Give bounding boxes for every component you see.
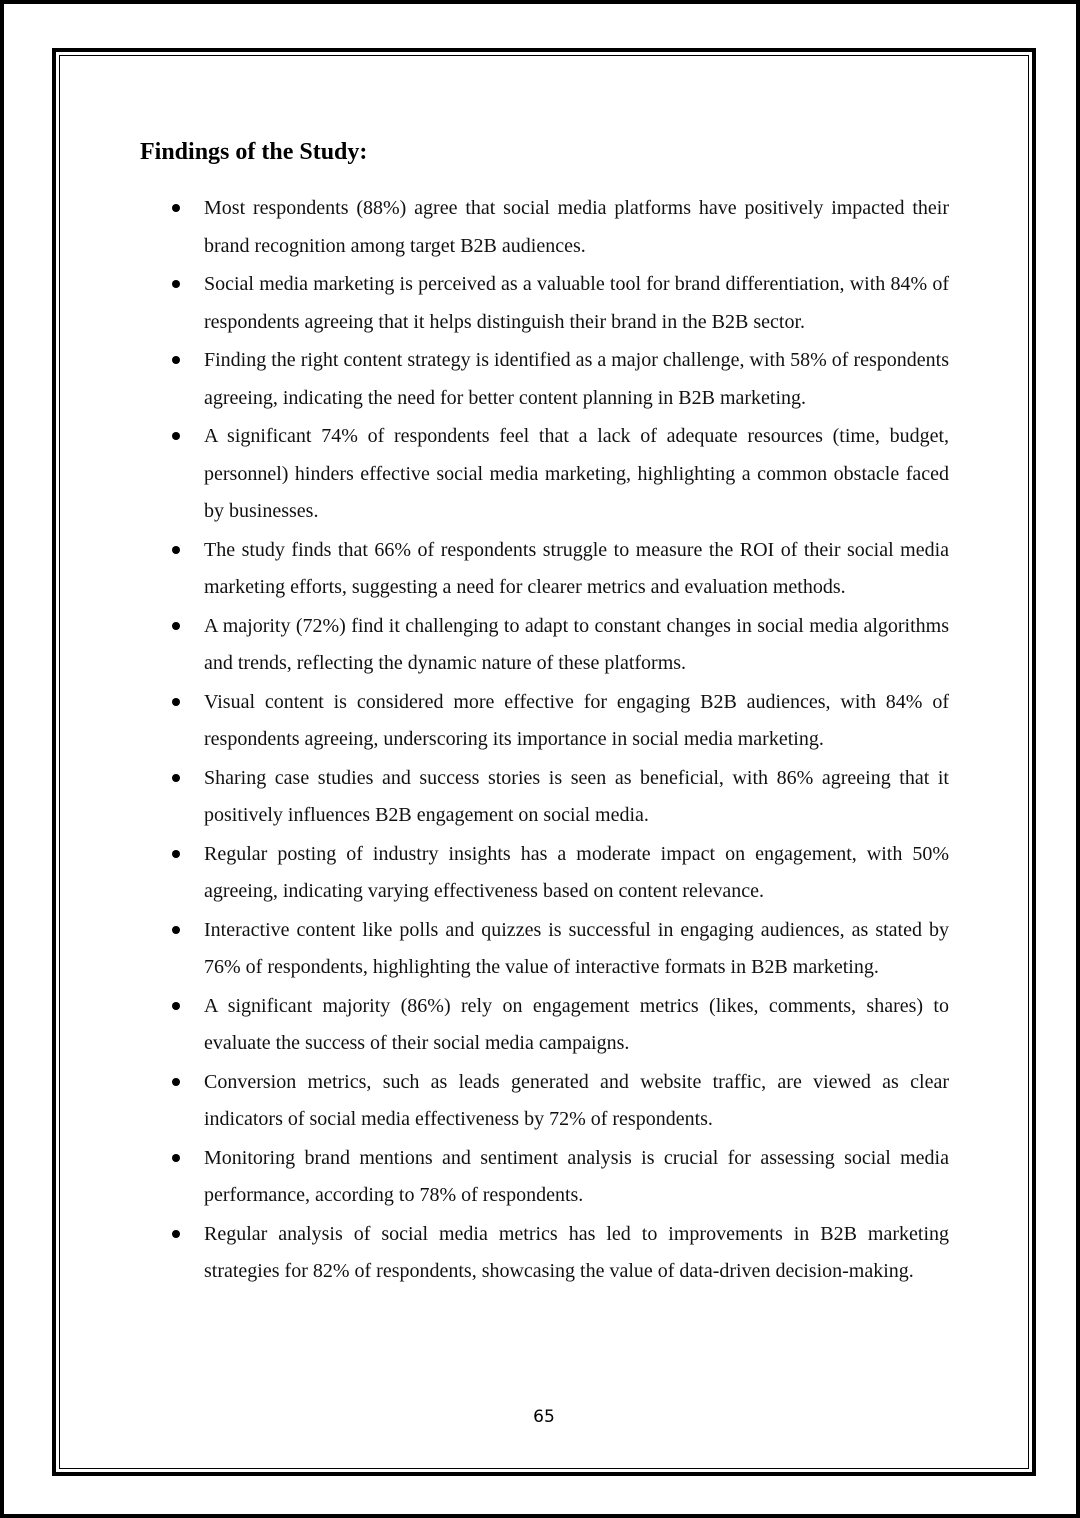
finding-text: The study finds that 66% of respondents struggle to measure the ROI of their social media marketing efforts, suggesting a need for clearer metrics and evaluation methods. [204,538,949,598]
finding-text: A significant majority (86%) rely on engagement metrics (likes, comments, shares) to evaluate the success of their social media campaigns. [204,994,949,1054]
finding-text: Conversion metrics, such as leads generated and website traffic, are viewed as clear indicators of social media effectiveness by 72% of respondents. [204,1070,949,1130]
bullet-dot-icon [172,356,180,364]
finding-item [204,1064,949,1139]
finding-text: Monitoring brand mentions and sentiment analysis is crucial for assessing social media performance, according to 78% of respondents. [204,1146,949,1206]
finding-item [204,532,949,607]
bullet-dot-icon [172,622,180,630]
bullet-dot-icon [172,698,180,706]
bullet-dot-icon [172,280,180,288]
finding-text: Regular posting of industry insights has a moderate impact on engagement, with 50% agreeing, indicating varying effectiveness based on content relevance. [204,842,949,902]
finding-text: A significant 74% of respondents feel that a lack of adequate resources (time, budget, personnel) hinders effective social media marketing, highlighting a common obstacle faced by businesses. [204,425,949,522]
page-number: 65 [533,1407,555,1427]
finding-item [204,912,949,987]
bullet-dot-icon [172,1078,180,1086]
finding-text: Sharing case studies and success stories is seen as beneficial, with 86% agreeing that it positively influences B2B engagement on social media. [204,766,949,826]
section-heading: Findings of the Study: [140,139,368,165]
bullet-dot-icon [172,546,180,554]
finding-text: Social media marketing is perceived as a valuable tool for brand differentiation, with 84% of respondents agreeing that it helps distinguish their brand in the B2B sector. [204,273,949,333]
bullet-dot-icon [172,204,180,212]
bullet-dot-icon [172,926,180,934]
finding-text: Interactive content like polls and quizzes is successful in engaging audiences, as stated by 76% of respondents, highlighting the value of interactive formats in B2B marketing. [204,918,949,978]
finding-text: Visual content is considered more effective for engaging B2B audiences, with 84% of respondents agreeing, underscoring its importance in social media marketing. [204,690,949,750]
finding-item [204,836,949,911]
finding-item [204,418,949,531]
bullet-dot-icon [172,1154,180,1162]
bullet-dot-icon [172,1230,180,1238]
bullet-dot-icon [172,850,180,858]
finding-text: Most respondents (88%) agree that social media platforms have positively impacted their brand recognition among target B2B audiences. [204,197,949,257]
bullet-dot-icon [172,774,180,782]
finding-item [204,608,949,683]
finding-item [204,988,949,1063]
finding-item [204,266,949,341]
finding-item [204,342,949,417]
bullet-dot-icon [172,1002,180,1010]
finding-item [204,190,949,265]
findings-list [204,190,949,1292]
finding-item [204,1216,949,1291]
finding-item [204,760,949,835]
bullet-dot-icon [172,432,180,440]
finding-text: Finding the right content strategy is identified as a major challenge, with 58% of respondents agreeing, indicating the need for better content planning in B2B marketing. [204,349,949,409]
finding-text: Regular analysis of social media metrics has led to improvements in B2B marketing strategies for 82% of respondents, showcasing the value of data-driven decision-making. [204,1222,949,1282]
finding-item [204,1140,949,1215]
finding-item [204,684,949,759]
finding-text: A majority (72%) find it challenging to adapt to constant changes in social media algorithms and trends, reflecting the dynamic nature of these platforms. [204,614,949,674]
